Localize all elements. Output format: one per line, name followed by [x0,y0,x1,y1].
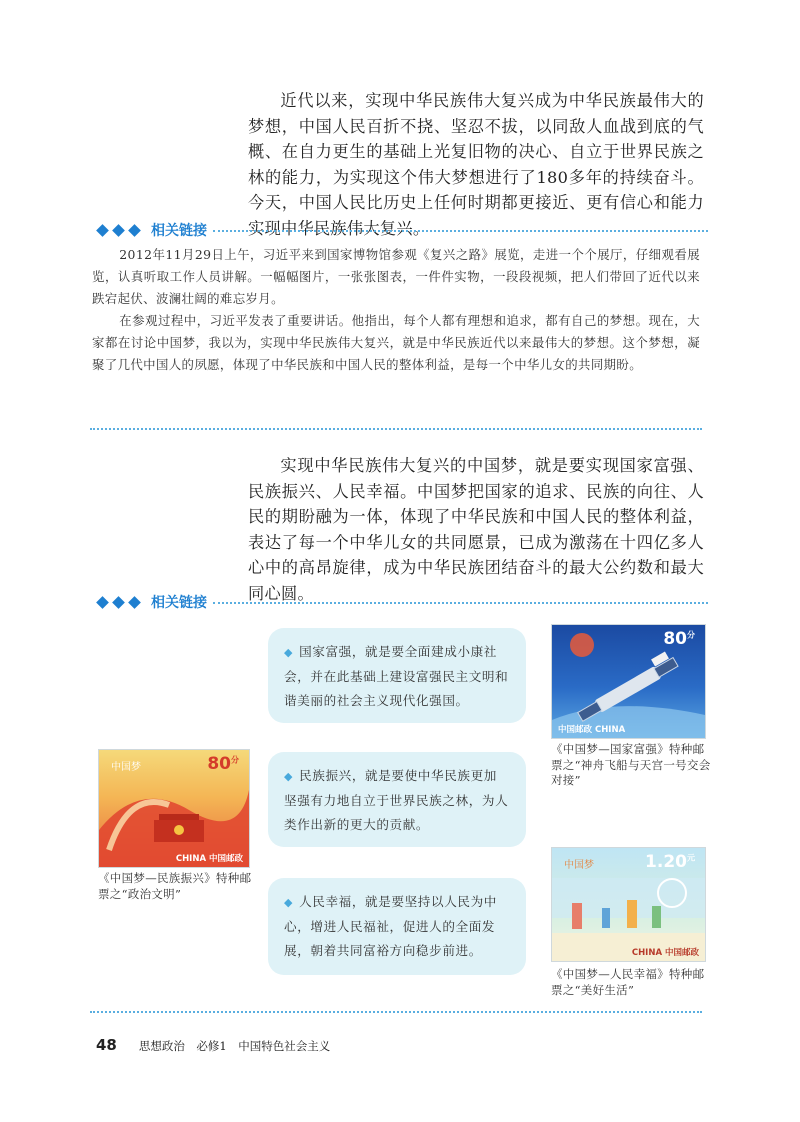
section-divider [90,428,702,430]
stamp-space-docking [551,624,706,739]
stamp-caption-space: 《中国梦—国家富强》特种邮票之“神舟飞船与天宫一号交会对接” [551,742,711,787]
stamp-caption-people: 《中国梦—人民幸福》特种邮票之“美好生活” [551,967,705,997]
stamp-dream-text: 中国梦 [564,860,594,871]
stamp-denomination: $80^分$ [207,754,239,774]
page-number: 48 [96,1036,117,1054]
bubble-text: 国家富强，就是要全面建成小康社会，并在此基础上建设富强民主文明和谐美丽的社会主义现代化强国。 [284,644,509,708]
diamond-bullet-icon: ◆ [284,646,294,659]
stamp-caption-nation: 《中国梦—民族振兴》特种邮票之“政治文明” [98,871,252,901]
stamp-denomination: $1.20^元$ [645,852,695,872]
diamond-bullet-icon: ◆ [284,896,294,909]
diamond-bullet-icon: ◆ [284,770,294,783]
related-link-title: 相关链接 [151,595,207,611]
related-link-header-2 [96,591,708,613]
diamond-icon [128,224,141,237]
bubble-text: 民族振兴，就是要使中华民族更加坚强有力地自立于世界民族之林，为人类作出新的更大的贡献。 [284,768,509,832]
info-bubble-rejuvenation [268,752,526,847]
diamond-icon [112,224,125,237]
diamond-icon [96,596,109,609]
related-link-header-1 [96,219,708,241]
diamond-icons [96,598,141,607]
diamond-icon [128,596,141,609]
main-paragraph-1-text: 近代以来，实现中华民族伟大复兴成为中华民族最伟大的梦想，中国人民百折不挠、坚忍不拔，以同敌人血战到底的气概、在自力更生的基础上光复旧物的决心、自立于世界民族之林的能力，为实现这个伟大梦想进行了180多年的持续奋斗。今天，中国人民比历史上任何时期都更接近、更有信心和能力实现中华民族伟大复兴。 [248,91,704,238]
related-link-body-1 [92,244,700,376]
dotted-rule [213,230,708,232]
main-paragraph-2-text: 实现中华民族伟大复兴的中国梦，就是要实现国家富强、民族振兴、人民幸福。中国梦把国家的追求、民族的向往、人民的期盼融为一体，体现了中华民族和中国人民的整体利益，表达了每一个中华儿女的共同愿景，已成为激荡在十四亿多人心中的高昂旋律，成为中华民族团结奋斗的最大公约数和最大同心圆。 [248,456,704,603]
info-bubble-prosperity [268,628,526,723]
related-link-paragraph: 2012年11月29日上午，习近平来到国家博物馆参观《复兴之路》展览，走进一个个展厅，仔细观看展览，认真听取工作人员讲解。一幅幅图片，一张张图表，一件件实物，一段段视频，把人们带回了近代以来跌宕起伏、波澜壮阔的难忘岁月。 [92,247,700,306]
denomination-value: 1.20 [645,852,687,872]
stamp-dream-text: 中国梦 [111,762,141,773]
diamond-icon [112,596,125,609]
info-bubble-happiness [268,878,526,975]
bubble-text: 人民幸福，就是要坚持以人民为中心，增进人民福祉，促进人的全面发展，朝着共同富裕方向稳步前进。 [284,894,497,958]
related-link-paragraph: 在参观过程中，习近平发表了重要讲话。他指出，每个人都有理想和追求，都有自己的梦想。现在，大家都在讨论中国梦，我以为，实现中华民族伟大复兴，就是中华民族近代以来最伟大的梦想。这个梦想，凝聚了几代中国人的夙愿，体现了中华民族和中国人民的整体利益，是每一个中华儿女的共同期盼。 [92,313,700,372]
denomination-value: 80 [207,754,231,774]
page-footer [96,1036,330,1054]
stamp-postal-text: CHINA 中国邮政 [175,854,243,864]
dotted-rule [213,602,708,604]
stamp-denomination: $80^分$ [663,629,695,649]
stamp-peoples-happiness [551,847,706,962]
stamp-national-rejuvenation [98,749,250,868]
diamond-icon [96,224,109,237]
main-paragraph-2 [248,453,704,607]
section-divider [90,1011,702,1013]
diamond-icons [96,226,141,235]
book-title: 思想政治 必修1 中国特色社会主义 [138,1039,331,1053]
denomination-value: 80 [663,629,687,649]
stamp-postal-text: 中国邮政 CHINA [558,725,626,735]
related-link-title: 相关链接 [151,223,207,239]
stamp-postal-text: CHINA 中国邮政 [631,948,699,958]
